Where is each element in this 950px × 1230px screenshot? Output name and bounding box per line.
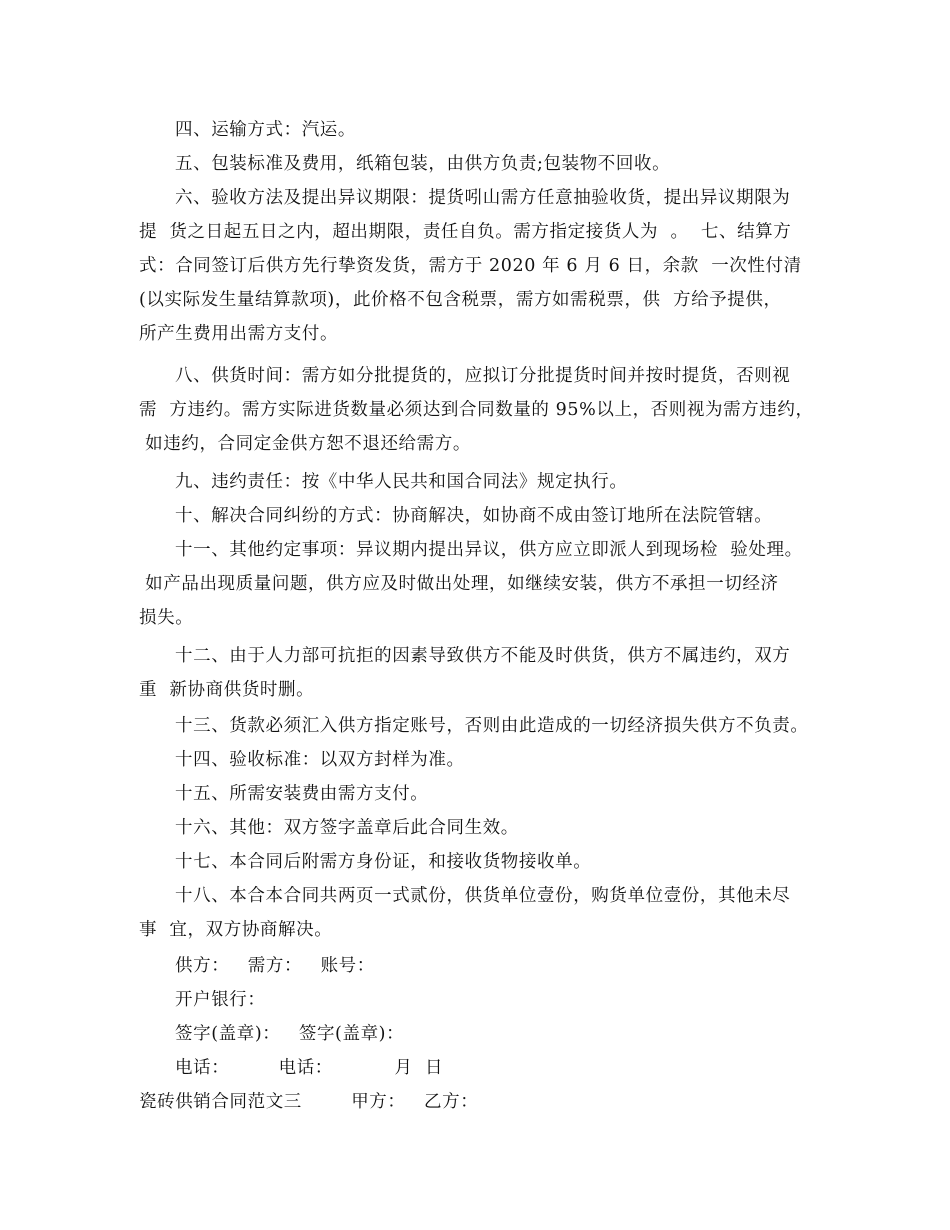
text-line-21: 十六、其他：双方签字盖章后此合同生效。 xyxy=(175,818,519,838)
text-line-16: 十二、由于人力部可抗拒的因素导致供方不能及时供货，供方不属违约，双方 xyxy=(175,646,791,666)
text-line-9: 需 方违约。需方实际进货数量必须达到合同数量的 95%以上，否则视为需方违约， xyxy=(139,400,814,420)
text-line-10: 如违约，合同定金供方恕不退还给需方。 xyxy=(139,434,471,454)
text-line-3: 六、验收方法及提出异议期限：提货吲山需方任意抽验收货，提出异议期限为 xyxy=(175,188,791,208)
text-line-24: 事 宜，双方协商解决。 xyxy=(139,920,333,940)
text-line-19: 十四、验收标准：以双方封样为准。 xyxy=(175,750,465,770)
signature-seal-line: 签字(盖章)： 签字(盖章)： xyxy=(175,1024,405,1044)
text-line-4: 提 货之日起五日之内，超出期限，责任自负。需方指定接货人为 。 七、结算方 xyxy=(139,222,792,242)
text-line-22: 十七、本合同后附需方身份证，和接收货物接收单。 xyxy=(175,852,592,872)
text-line-11: 九、违约责任：按《中华人民共和国合同法》规定执行。 xyxy=(175,472,628,492)
text-line-13: 十一、其他约定事项：异议期内提出异议，供方应立即派人到现场检 验处理。 xyxy=(175,540,803,560)
text-line-12: 十、解决合同纠纷的方式：协商解决，如协商不成由签订地所在法院管辖。 xyxy=(175,506,773,526)
text-line-6: (以实际发生量结算款项)，此价格不包含税票，需方如需税票，供 方给予提供， xyxy=(139,290,782,310)
text-line-17: 重 新协商供货时删。 xyxy=(139,680,315,700)
phone-date-line: 电话： 电话： 月 日 xyxy=(175,1058,444,1078)
text-line-1: 四、运输方式：汽运。 xyxy=(175,120,356,140)
text-line-7: 所产生费用出需方支付。 xyxy=(139,324,339,344)
text-line-18: 十三、货款必须汇入供方指定账号，否则由此造成的一切经济损失供方不负责。 xyxy=(175,716,809,736)
text-line-2: 五、包装标准及费用，纸箱包装，由供方负责;包装物不回收。 xyxy=(175,154,671,174)
text-line-20: 十五、所需安装费由需方支付。 xyxy=(175,784,429,804)
bank-line: 开户银行： xyxy=(175,990,266,1010)
text-line-5: 式：合同签订后供方先行挚资发货，需方于 2020 年 6 月 6 日，余款 一次性付清 xyxy=(139,256,802,276)
text-line-15: 损失。 xyxy=(139,608,194,628)
text-line-23: 十八、本合本合同共两页一式贰份，供货单位壹份，购货单位壹份，其他未尽 xyxy=(175,886,791,906)
next-contract-heading: 瓷砖供销合同范文三 甲方： 乙方： xyxy=(139,1092,479,1112)
text-line-14: 如产品出现质量问题，供方应及时做出处理，如继续安装，供方不承担一切经济 xyxy=(139,574,779,594)
signature-parties: 供方： 需方： 账号： xyxy=(175,956,375,976)
text-line-8: 八、供货时间：需方如分批提货的，应拟订分批提货时间并按时提货，否则视 xyxy=(175,366,791,386)
